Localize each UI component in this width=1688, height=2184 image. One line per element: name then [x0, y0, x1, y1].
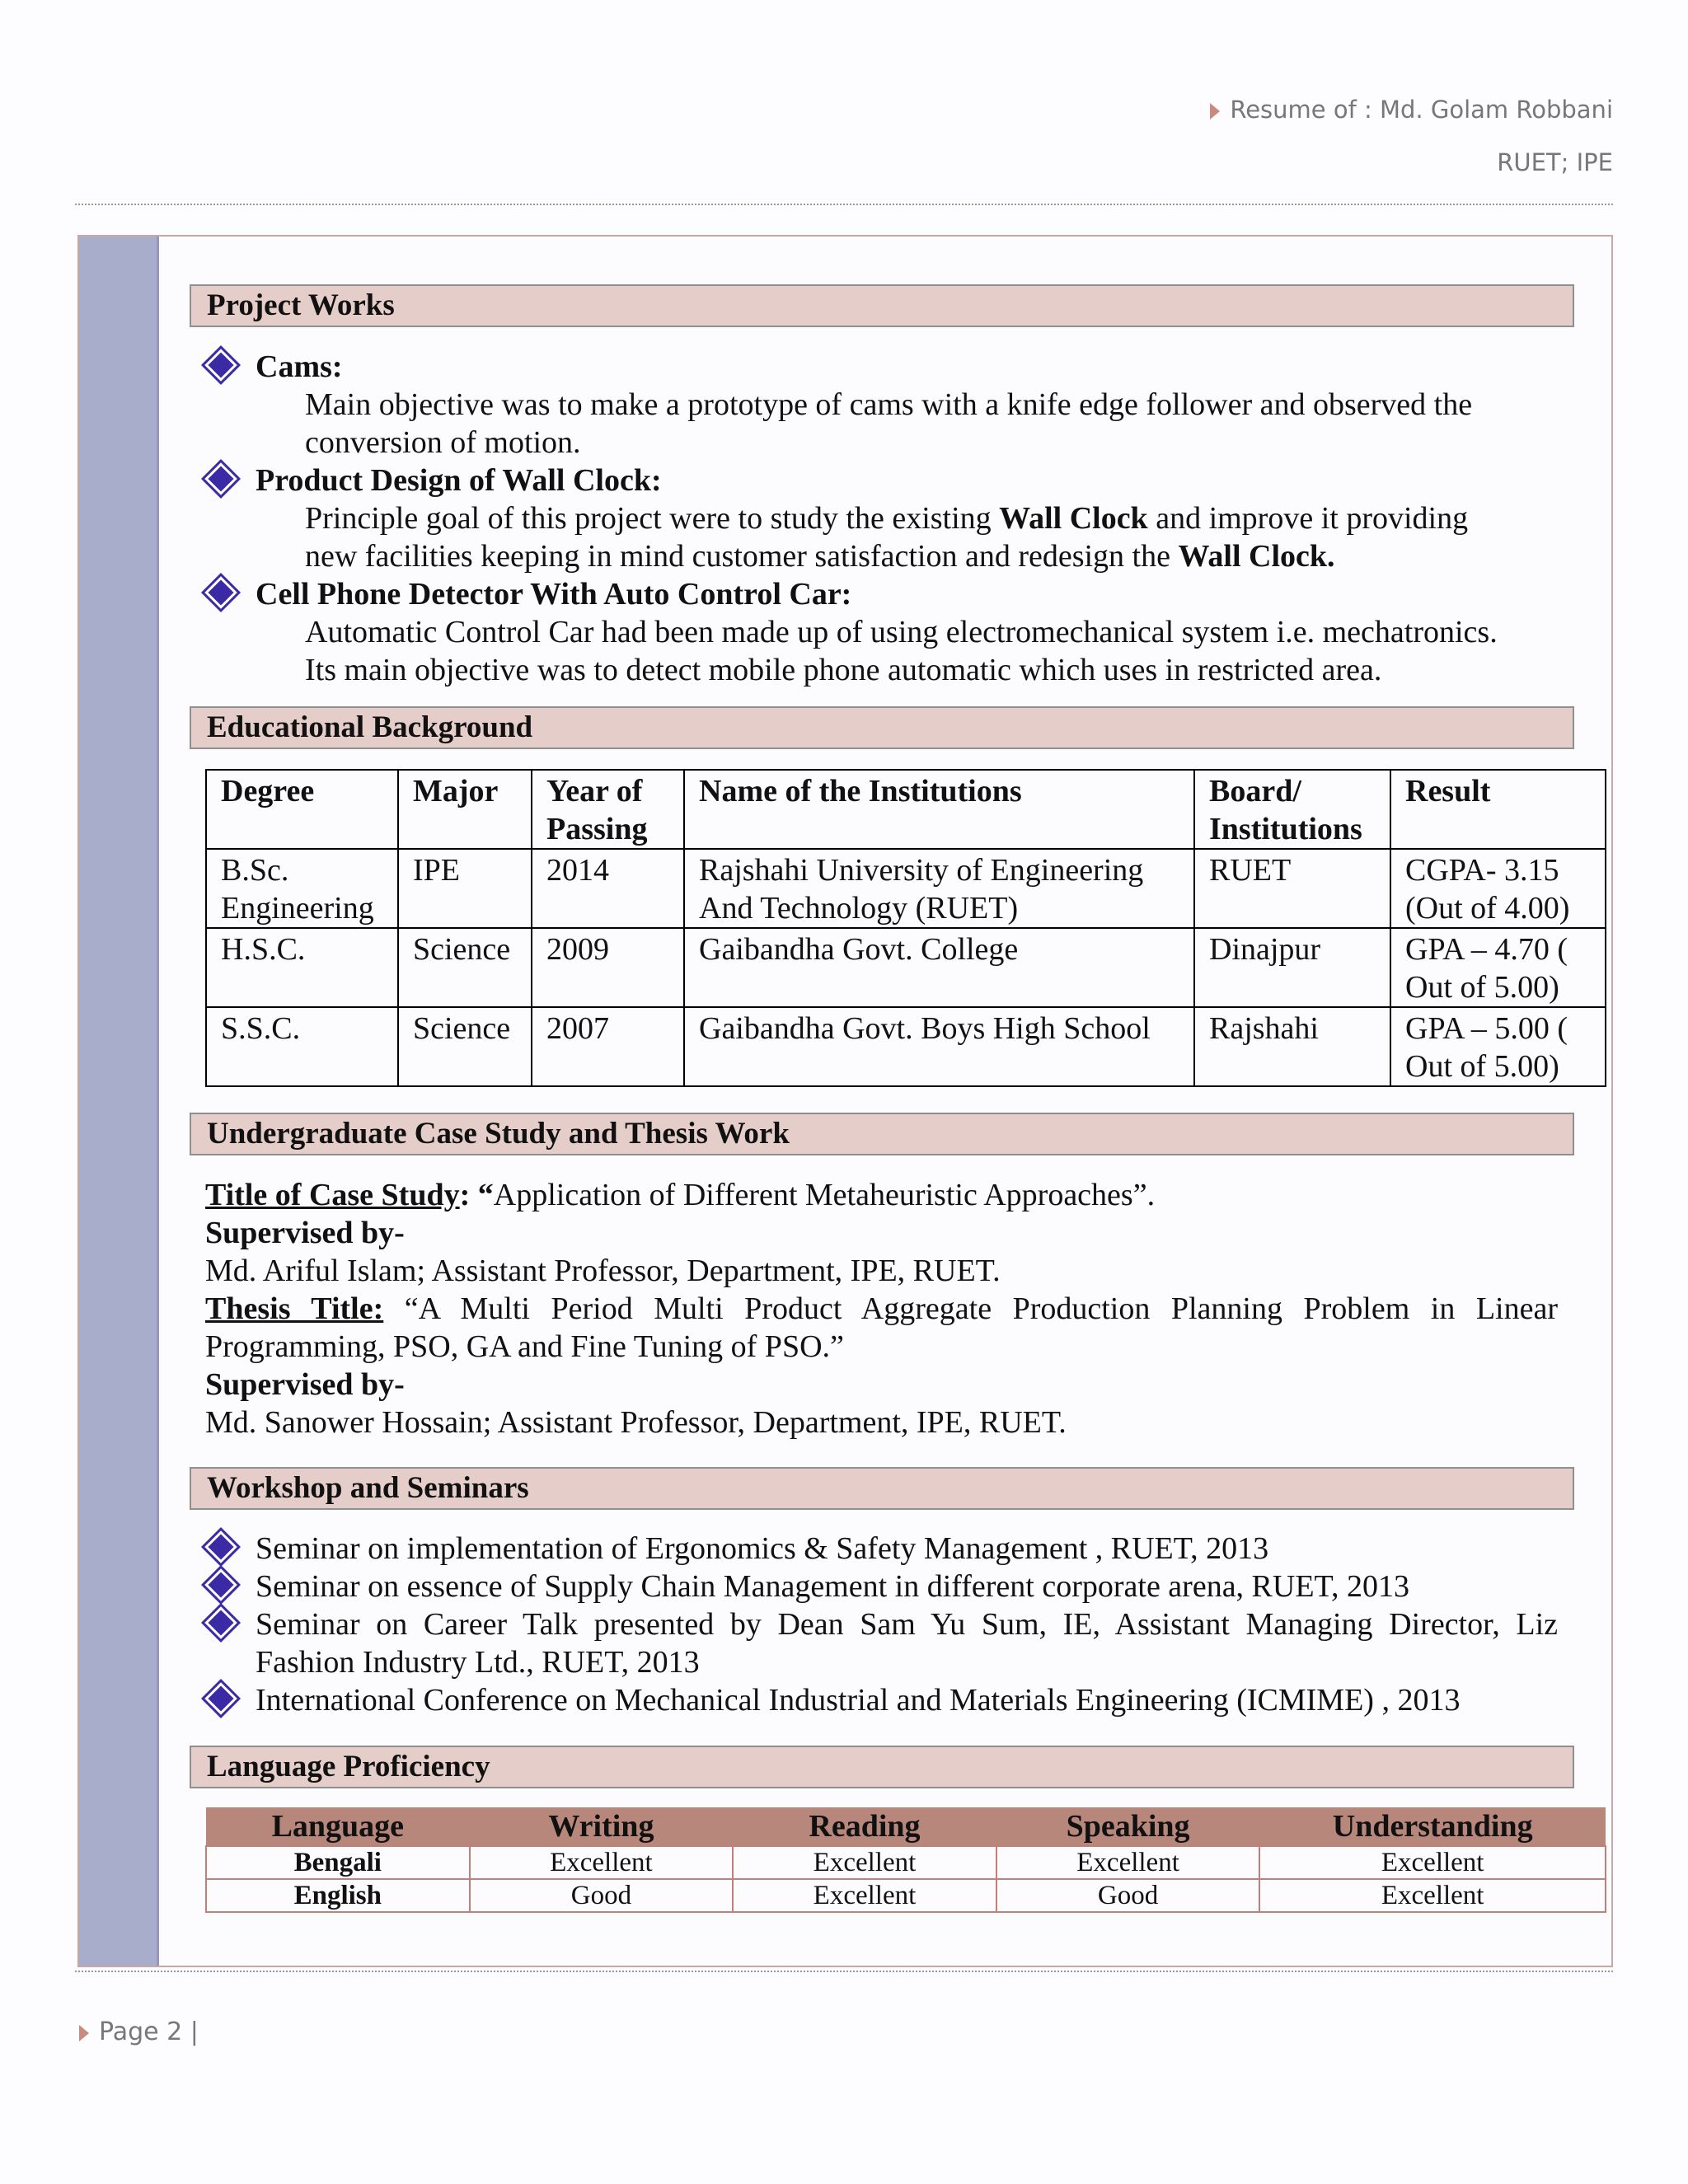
footer-divider [75, 1971, 1613, 1972]
list-item: Seminar on essence of Supply Chain Management in different corporate arena, RUET, 2013 [256, 1569, 1409, 1604]
table-cell: RUET [1194, 849, 1390, 928]
table-cell: Excellent [1259, 1879, 1606, 1912]
table-cell: Good [470, 1879, 734, 1912]
header-divider [75, 204, 1613, 205]
column-header: Writing [470, 1807, 734, 1846]
thesis-supervisor: Md. Sanower Hossain; Assistant Professor, Department, IPE, RUET. [205, 1405, 1067, 1440]
column-header: Speaking [996, 1807, 1260, 1846]
column-header: Degree [206, 770, 398, 849]
case-study-title: Title of Case Study: “Application of Different Metaheuristic Approaches”. [205, 1178, 1156, 1212]
table-cell: English [206, 1879, 470, 1912]
column-header: Major [398, 770, 532, 849]
table-cell: Gaibandha Govt. College [684, 928, 1194, 1007]
education-table [205, 769, 1606, 1087]
project-desc: Automatic Control Car had been made up of using electromechanical system i.e. mechatronics. [305, 615, 1498, 649]
page-number: Page 2 | [79, 2018, 199, 2046]
section-thesis-work: Undergraduate Case Study and Thesis Work [190, 1113, 1574, 1155]
supervised-label: Supervised by- [205, 1216, 405, 1250]
table-row [206, 1879, 1606, 1912]
table-row [206, 1007, 1606, 1086]
table-cell: 2009 [532, 928, 684, 1007]
list-item: Seminar on implementation of Ergonomics & Safety Management , RUET, 2013 [256, 1531, 1269, 1566]
column-header: Board/ Institutions [1194, 770, 1390, 849]
table-cell: 2014 [532, 849, 684, 928]
project-title: Cams: [256, 349, 343, 384]
thesis-title: Thesis Title: “A Multi Period Multi Product Aggregate Production Planning Problem in Linear [205, 1291, 1558, 1326]
supervised-label: Supervised by- [205, 1367, 405, 1402]
section-project-works: Project Works [190, 284, 1574, 327]
sidebar-bar [79, 237, 159, 1966]
table-cell: GPA – 5.00 ( Out of 5.00) [1390, 1007, 1606, 1086]
table-cell: Excellent [1259, 1846, 1606, 1879]
column-header: Result [1390, 770, 1606, 849]
table-cell: Dinajpur [1194, 928, 1390, 1007]
table-cell: H.S.C. [206, 928, 398, 1007]
table-cell: Excellent [733, 1879, 996, 1912]
column-header: Reading [733, 1807, 996, 1846]
table-cell: Bengali [206, 1846, 470, 1879]
list-item: International Conference on Mechanical Industrial and Materials Engineering (ICMIME) , 2013 [256, 1683, 1461, 1718]
project-title: Cell Phone Detector With Auto Control Car: [256, 577, 852, 612]
triangle-bullet-icon [1210, 103, 1220, 120]
thesis-title-cont: Programming, PSO, GA and Fine Tuning of PSO.” [205, 1329, 844, 1364]
project-desc: Principle goal of this project were to study the existing Wall Clock and improve it providing [305, 501, 1469, 536]
table-cell: Excellent [470, 1846, 734, 1879]
table-cell: Gaibandha Govt. Boys High School [684, 1007, 1194, 1086]
table-cell: GPA – 4.70 ( Out of 5.00) [1390, 928, 1606, 1007]
table-cell: 2007 [532, 1007, 684, 1086]
table-row [206, 1846, 1606, 1879]
table-cell: Rajshahi University of Engineering And Technology (RUET) [684, 849, 1194, 928]
table-header-row [206, 1807, 1606, 1846]
table-header-row [206, 770, 1606, 849]
project-desc: new facilities keeping in mind customer satisfaction and redesign the Wall Clock. [305, 539, 1335, 574]
language-table [205, 1807, 1606, 1913]
table-cell: S.S.C. [206, 1007, 398, 1086]
project-desc: conversion of motion. [305, 425, 581, 460]
table-cell: Excellent [733, 1846, 996, 1879]
list-item-cont: Fashion Industry Ltd., RUET, 2013 [256, 1645, 700, 1680]
column-header: Year of Passing [532, 770, 684, 849]
table-cell: CGPA- 3.15 (Out of 4.00) [1390, 849, 1606, 928]
project-title: Product Design of Wall Clock: [256, 463, 662, 498]
project-desc: Its main objective was to detect mobile phone automatic which uses in restricted area. [305, 653, 1382, 687]
table-cell: Excellent [996, 1846, 1260, 1879]
list-item: Seminar on Career Talk presented by Dean Sam Yu Sum, IE, Assistant Managing Director, Liz [256, 1607, 1558, 1642]
case-study-supervisor: Md. Ariful Islam; Assistant Professor, Department, IPE, RUET. [205, 1254, 1001, 1288]
running-header-dept: RUET; IPE [1497, 148, 1613, 176]
table-cell: IPE [398, 849, 532, 928]
table-row [206, 849, 1606, 928]
table-row [206, 928, 1606, 1007]
triangle-bullet-icon [79, 2025, 89, 2041]
running-header-name: Resume of : Md. Golam Robbani [1210, 96, 1613, 124]
table-cell: Science [398, 928, 532, 1007]
table-cell: B.Sc. Engineering [206, 849, 398, 928]
column-header: Language [206, 1807, 470, 1846]
column-header: Name of the Institutions [684, 770, 1194, 849]
table-cell: Rajshahi [1194, 1007, 1390, 1086]
table-cell: Good [996, 1879, 1260, 1912]
project-desc: Main objective was to make a prototype of cams with a knife edge follower and observed the [305, 387, 1473, 422]
section-educational-background: Educational Background [190, 706, 1574, 749]
column-header: Understanding [1259, 1807, 1606, 1846]
section-language-proficiency: Language Proficiency [190, 1746, 1574, 1788]
table-cell: Science [398, 1007, 532, 1086]
section-workshop-seminars: Workshop and Seminars [190, 1467, 1574, 1510]
